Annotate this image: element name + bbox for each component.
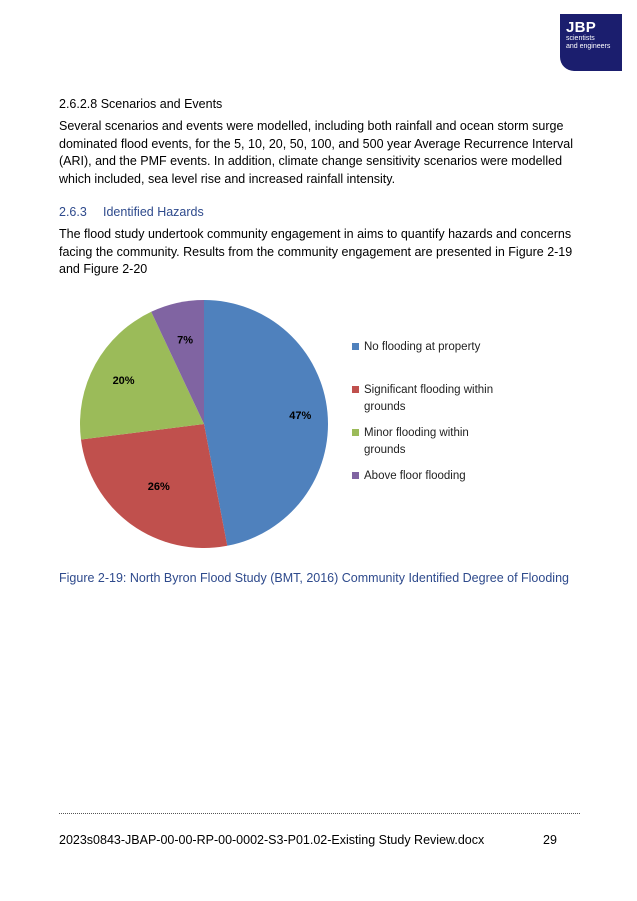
logo-brand: JBP [566, 19, 597, 36]
legend-label: Above floor flooding [364, 470, 466, 482]
figure-caption: Figure 2-19: North Byron Flood Study (BMT, 2016) Community Identified Degree of Flooding [59, 571, 569, 585]
legend-label: Significant flooding within [364, 384, 494, 396]
chart-legend [352, 341, 493, 482]
logo-tagline-2: and engineers [566, 43, 611, 50]
section-heading-scenarios: 2.6.2.8 Scenarios and Events [59, 97, 223, 111]
page-number: 29 [543, 833, 557, 847]
paragraph-hazards: The flood study undertook community engagement in aims to quantify hazards and concerns facing the community. Results from the community engagement are presented in Figure 2-19 and Figure 2-20 [59, 227, 573, 276]
legend-swatch [352, 386, 359, 393]
legend-swatch [352, 429, 359, 436]
legend-label: No flooding at property [364, 341, 481, 353]
pie-slices [80, 300, 328, 548]
footer-divider [59, 813, 580, 814]
footer-filename: 2023s0843-JBAP-00-00-RP-00-0002-S3-P01.02-Existing Study Review.docx [59, 833, 485, 847]
pie-chart [0, 290, 637, 560]
legend-swatch [352, 472, 359, 479]
legend-label: grounds [364, 444, 406, 456]
pie-data-label: 7% [177, 334, 194, 347]
pie-data-label: 20% [112, 374, 135, 387]
legend-label: grounds [364, 401, 406, 413]
logo-tagline-1: scientists [566, 35, 595, 42]
pie-slice [204, 300, 328, 546]
pie-data-label: 26% [147, 481, 170, 494]
pie-data-label: 47% [289, 409, 312, 422]
section-number: 2.6.3 [59, 205, 87, 219]
section-heading-hazards [59, 205, 204, 219]
paragraph-scenarios: Several scenarios and events were modelled, including both rainfall and ocean storm surge dominated flood events, for the 5, 10, 20, 50, 100, and 500 year Average Recurrence Interval (ARI), and the PMF events. In addition, climate change sensitivity scenarios were modelled which included, sea level rise and increased rainfall intensity. [59, 119, 573, 186]
section-title: Identified Hazards [103, 205, 204, 219]
legend-label: Minor flooding within [364, 427, 469, 439]
legend-swatch [352, 343, 359, 350]
company-logo [560, 14, 622, 71]
